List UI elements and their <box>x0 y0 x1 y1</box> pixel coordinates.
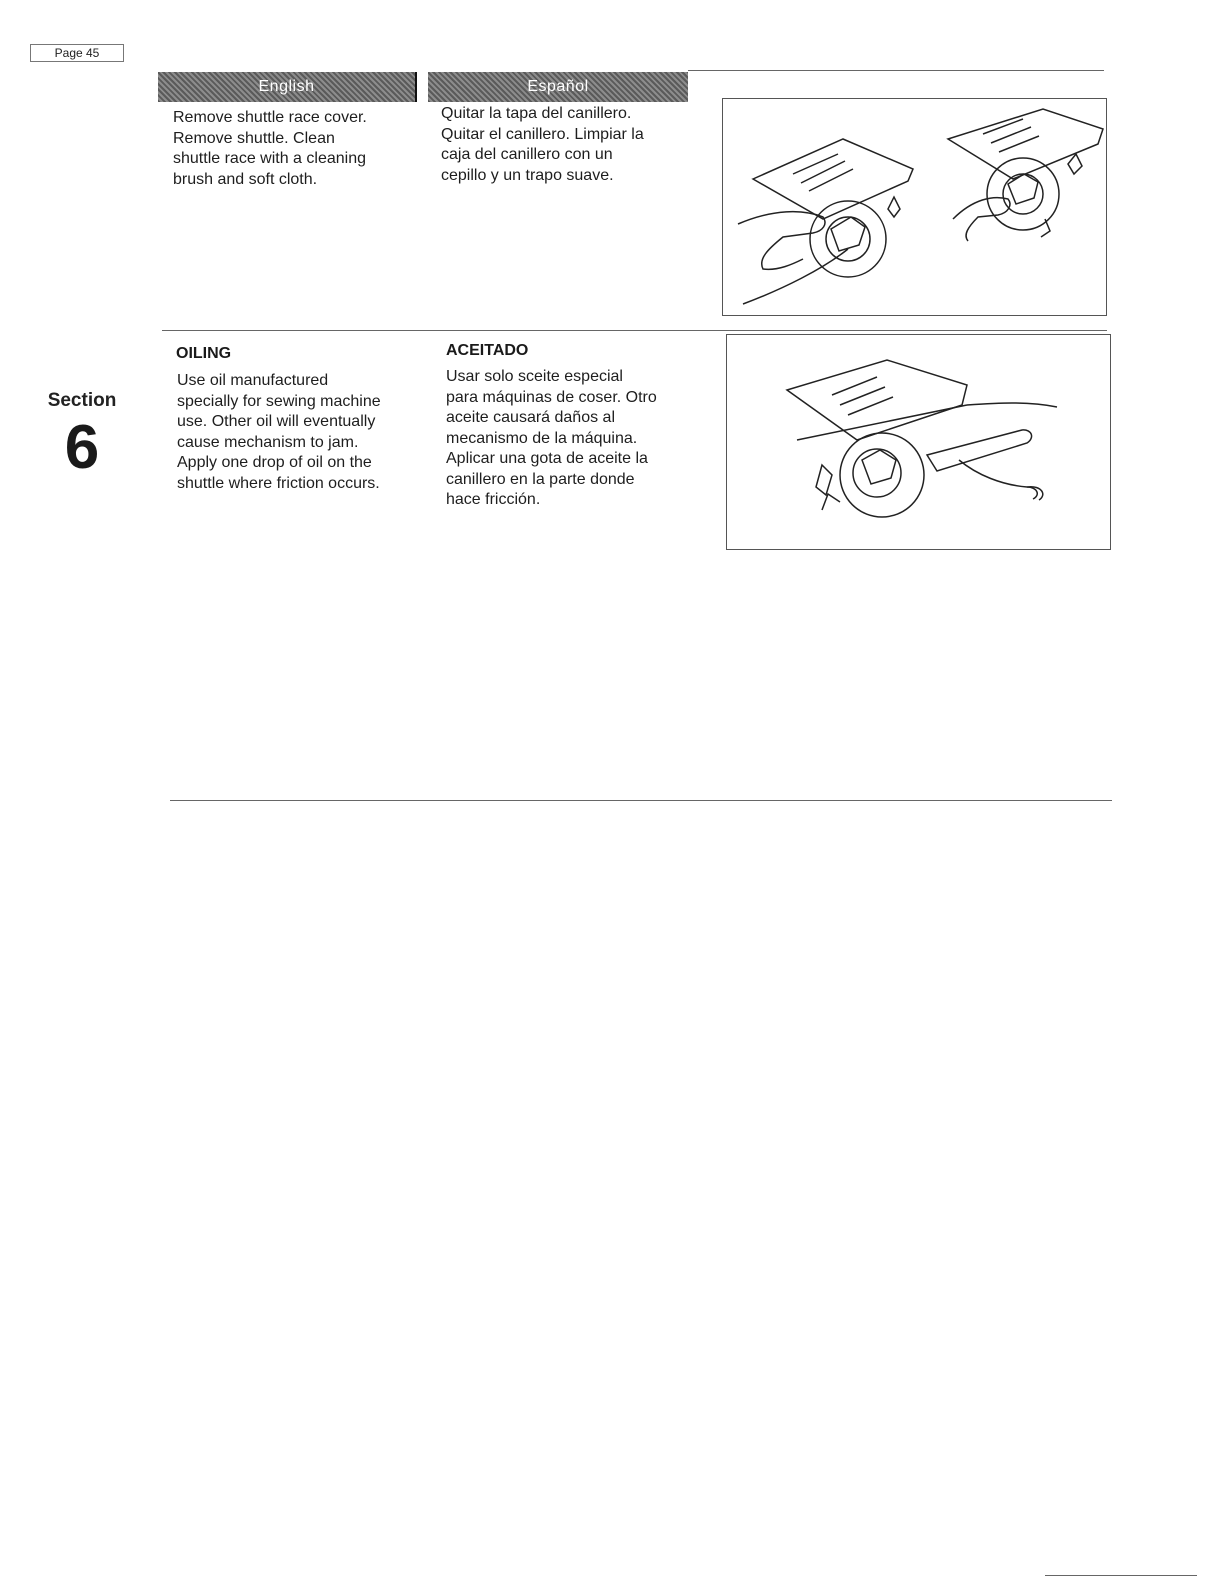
oiling-heading-english: OILING <box>176 345 232 362</box>
oiling-drawing <box>727 335 1110 549</box>
tab-espanol <box>428 72 688 102</box>
footer-rule <box>1045 1575 1197 1576</box>
tab-english-label: English <box>258 78 315 95</box>
section-divider-rule <box>162 330 1107 331</box>
cleaning-text-spanish: Quitar la tapa del canillero. Quitar el canillero. Limpiar la caja del canillero con un cepillo y un trapo suave. <box>441 105 644 184</box>
oiling-heading-spanish: ACEITADO <box>446 342 529 359</box>
oiling-illustration <box>726 334 1111 550</box>
page-label: Page 45 <box>30 44 124 62</box>
cleaning-text-english: Remove shuttle race cover. Remove shuttle. Clean shuttle race with a cleaning brush and soft cloth. <box>173 109 367 188</box>
oiling-text-spanish: Usar solo sceite especial para máquinas de coser. Otro aceite causará daños al mecanismo de la máquina. Aplicar una gota de aceite la canillero en la parte donde hace fricción. <box>446 368 657 508</box>
bottom-rule <box>170 800 1112 801</box>
section-number: 6 <box>64 413 100 482</box>
shuttle-removal-drawing <box>723 99 1106 315</box>
tab-espanol-label: Español <box>527 78 589 95</box>
oiling-text-english: Use oil manufactured specially for sewing machine use. Other oil will eventually cause mechanism to jam. Apply one drop of oil on the shuttle where friction occurs. <box>177 372 381 492</box>
section-label: Section <box>47 390 117 411</box>
shuttle-removal-illustration <box>722 98 1107 316</box>
header-rule <box>688 70 1104 71</box>
tab-english <box>158 72 415 102</box>
